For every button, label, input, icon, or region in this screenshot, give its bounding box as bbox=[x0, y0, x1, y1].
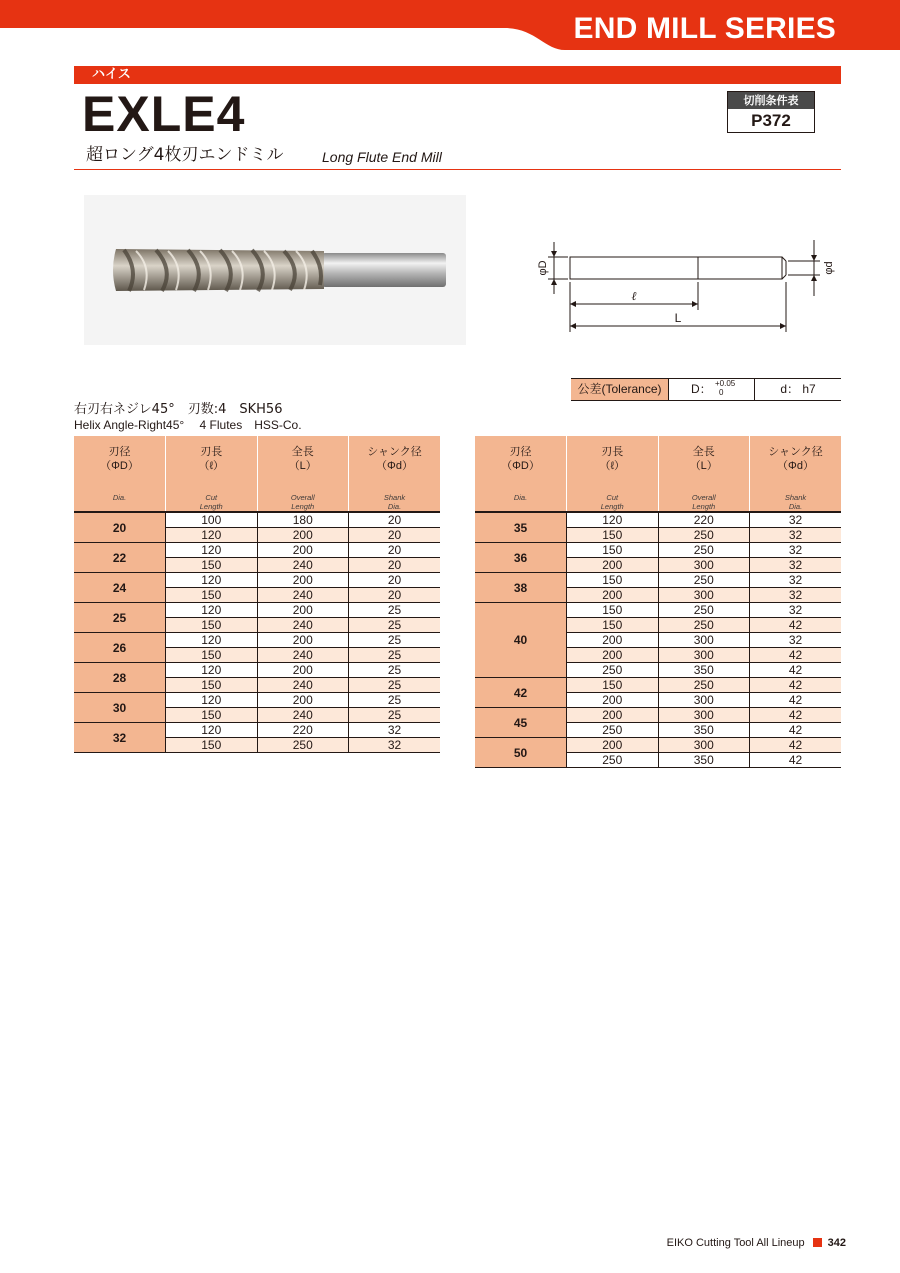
dia-label: φD bbox=[537, 260, 549, 276]
shank-dia-cell: 42 bbox=[750, 663, 842, 678]
table-row bbox=[74, 693, 440, 708]
cut-length-cell: 150 bbox=[567, 543, 659, 558]
table-row bbox=[74, 633, 440, 648]
shank-dia-cell: 32 bbox=[750, 633, 842, 648]
column-header bbox=[166, 436, 258, 512]
cut-length-cell: 150 bbox=[166, 558, 258, 573]
overall-length-cell: 350 bbox=[658, 663, 750, 678]
cut-length-cell: 200 bbox=[567, 738, 659, 753]
cut-length-cell: 120 bbox=[567, 512, 659, 528]
overall-length-cell: 250 bbox=[658, 573, 750, 588]
cut-length-cell: 120 bbox=[166, 663, 258, 678]
shank-dia-cell: 25 bbox=[349, 663, 441, 678]
column-header-symbol: （L） bbox=[689, 460, 718, 472]
overall-length-cell: 250 bbox=[658, 528, 750, 543]
cut-length-cell: 200 bbox=[567, 558, 659, 573]
overall-length-cell: 250 bbox=[658, 618, 750, 633]
dia-cell: 50 bbox=[475, 738, 567, 768]
subtitle-row bbox=[74, 142, 841, 170]
column-header bbox=[74, 436, 166, 512]
overall-length-cell: 180 bbox=[257, 512, 349, 528]
table-row bbox=[74, 573, 440, 588]
cut-length-cell: 250 bbox=[567, 753, 659, 768]
column-header-en: Shank Dia. bbox=[784, 493, 807, 511]
cut-length-cell: 250 bbox=[567, 723, 659, 738]
column-header-en: Dia. bbox=[513, 493, 528, 502]
cut-length-cell: 150 bbox=[166, 738, 258, 753]
overall-length-cell: 240 bbox=[257, 678, 349, 693]
overall-length-cell: 300 bbox=[658, 558, 750, 573]
shank-dia-cell: 42 bbox=[750, 738, 842, 753]
subtitle-jp: 超ロング4枚刃エンドミル bbox=[86, 145, 284, 165]
size-table-left bbox=[74, 436, 440, 753]
table-row bbox=[74, 543, 440, 558]
shank-dia-cell: 42 bbox=[750, 693, 842, 708]
footer bbox=[667, 1236, 846, 1250]
dia-cell: 38 bbox=[475, 573, 567, 603]
table-row bbox=[475, 512, 841, 528]
overall-length-cell: 220 bbox=[257, 723, 349, 738]
footer-text: EIKO Cutting Tool All Lineup bbox=[666, 1237, 805, 1249]
cut-length-cell: 150 bbox=[567, 618, 659, 633]
shank-dia-label: φd bbox=[823, 261, 835, 275]
cut-length-cell: 120 bbox=[166, 633, 258, 648]
page-number: 342 bbox=[827, 1237, 846, 1249]
dia-cell: 45 bbox=[475, 708, 567, 738]
tolerance-dia bbox=[668, 379, 754, 400]
subtitle-en: Long Flute End Mill bbox=[322, 149, 442, 165]
shank-dia-cell: 20 bbox=[349, 558, 441, 573]
cut-length-cell: 150 bbox=[166, 708, 258, 723]
column-header bbox=[658, 436, 750, 512]
overall-length-label: L bbox=[674, 311, 682, 325]
spec-en: Helix Angle-Right45° 4 Flutes HSS-Co. bbox=[74, 418, 302, 432]
overall-length-cell: 300 bbox=[658, 693, 750, 708]
column-header-en: Cut Length bbox=[600, 493, 624, 511]
column-header bbox=[257, 436, 349, 512]
cutting-condition-ref[interactable] bbox=[727, 91, 815, 133]
spec-jp: 右刃右ネジレ45° 刃数:4 SKH56 bbox=[74, 402, 283, 417]
column-header-en: Overall Length bbox=[691, 493, 716, 511]
cut-length-cell: 150 bbox=[166, 618, 258, 633]
size-table-right bbox=[475, 436, 841, 768]
shank-dia-cell: 32 bbox=[750, 528, 842, 543]
cut-length-cell: 250 bbox=[567, 663, 659, 678]
column-header-jp: 刃長 bbox=[601, 446, 624, 458]
column-header-jp: シャンク径 bbox=[768, 446, 823, 458]
dia-cell: 26 bbox=[74, 633, 166, 663]
shank-dia-cell: 20 bbox=[349, 573, 441, 588]
cut-length-cell: 200 bbox=[567, 693, 659, 708]
dia-cell: 28 bbox=[74, 663, 166, 693]
dia-cell: 20 bbox=[74, 512, 166, 543]
shank-dia-cell: 20 bbox=[349, 543, 441, 558]
overall-length-cell: 200 bbox=[257, 693, 349, 708]
shank-dia-cell: 25 bbox=[349, 618, 441, 633]
shank-dia-cell: 25 bbox=[349, 693, 441, 708]
cut-length-cell: 120 bbox=[166, 528, 258, 543]
shank-dia-cell: 42 bbox=[750, 708, 842, 723]
table-row bbox=[74, 603, 440, 618]
tolerance-shank: d： h7 bbox=[754, 379, 841, 400]
cut-length-cell: 200 bbox=[567, 708, 659, 723]
overall-length-cell: 200 bbox=[257, 633, 349, 648]
shank-dia-cell: 32 bbox=[750, 573, 842, 588]
column-header-jp: 全長 bbox=[692, 446, 715, 458]
column-header-en: Shank Dia. bbox=[383, 493, 406, 511]
dia-cell: 35 bbox=[475, 512, 567, 543]
table-row bbox=[475, 543, 841, 558]
shank-dia-cell: 25 bbox=[349, 648, 441, 663]
shank-dia-cell: 42 bbox=[750, 618, 842, 633]
overall-length-cell: 240 bbox=[257, 588, 349, 603]
shank-dia-cell: 32 bbox=[349, 738, 441, 753]
table-row bbox=[74, 663, 440, 678]
column-header bbox=[567, 436, 659, 512]
cut-length-label: ℓ bbox=[631, 289, 637, 303]
overall-length-cell: 240 bbox=[257, 618, 349, 633]
table-row bbox=[475, 708, 841, 723]
shank-dia-cell: 32 bbox=[750, 512, 842, 528]
shank-dia-cell: 42 bbox=[750, 723, 842, 738]
overall-length-cell: 250 bbox=[658, 543, 750, 558]
overall-length-cell: 200 bbox=[257, 603, 349, 618]
column-header-en: Overall Length bbox=[290, 493, 315, 511]
column-header-symbol: （ℓ） bbox=[198, 460, 225, 472]
shank-dia-cell: 32 bbox=[750, 558, 842, 573]
cut-length-cell: 150 bbox=[567, 573, 659, 588]
footer-square-icon bbox=[813, 1238, 822, 1247]
cut-length-cell: 120 bbox=[166, 693, 258, 708]
overall-length-cell: 350 bbox=[658, 753, 750, 768]
cut-length-cell: 150 bbox=[166, 678, 258, 693]
column-header-en: Cut Length bbox=[199, 493, 223, 511]
cut-length-cell: 200 bbox=[567, 588, 659, 603]
overall-length-cell: 350 bbox=[658, 723, 750, 738]
dia-cell: 32 bbox=[74, 723, 166, 753]
cut-length-cell: 100 bbox=[166, 512, 258, 528]
table-row bbox=[475, 678, 841, 693]
overall-length-cell: 300 bbox=[658, 588, 750, 603]
table-row bbox=[475, 603, 841, 618]
overall-length-cell: 250 bbox=[658, 678, 750, 693]
overall-length-cell: 240 bbox=[257, 558, 349, 573]
category-label: ハイス bbox=[92, 67, 131, 82]
shank-dia-cell: 20 bbox=[349, 588, 441, 603]
dia-cell: 25 bbox=[74, 603, 166, 633]
column-header-symbol: （L） bbox=[288, 460, 317, 472]
cut-length-cell: 120 bbox=[166, 603, 258, 618]
column-header-jp: シャンク径 bbox=[367, 446, 422, 458]
model-name: EXLE4 bbox=[82, 86, 246, 142]
cut-length-cell: 150 bbox=[166, 648, 258, 663]
tolerance-d-upper: +0.05 bbox=[715, 379, 736, 388]
cut-length-cell: 120 bbox=[166, 723, 258, 738]
overall-length-cell: 300 bbox=[658, 708, 750, 723]
column-header bbox=[475, 436, 567, 512]
column-header-symbol: （Φd） bbox=[376, 460, 413, 472]
shank-dia-cell: 32 bbox=[750, 588, 842, 603]
overall-length-cell: 200 bbox=[257, 528, 349, 543]
column-header-symbol: （ΦD） bbox=[501, 460, 540, 472]
overall-length-cell: 300 bbox=[658, 738, 750, 753]
shank-dia-cell: 25 bbox=[349, 708, 441, 723]
tolerance-d-lower: 0 bbox=[719, 388, 724, 397]
overall-length-cell: 240 bbox=[257, 648, 349, 663]
end-mill-photo bbox=[84, 195, 466, 345]
table-row bbox=[475, 573, 841, 588]
shank-dia-cell: 42 bbox=[750, 753, 842, 768]
tolerance-d-label: D： bbox=[691, 382, 712, 396]
overall-length-cell: 220 bbox=[658, 512, 750, 528]
dia-cell: 30 bbox=[74, 693, 166, 723]
column-header-symbol: （Φd） bbox=[777, 460, 814, 472]
overall-length-cell: 240 bbox=[257, 708, 349, 723]
cut-length-cell: 200 bbox=[567, 648, 659, 663]
dia-cell: 36 bbox=[475, 543, 567, 573]
overall-length-cell: 200 bbox=[257, 573, 349, 588]
table-row bbox=[74, 723, 440, 738]
shank-dia-cell: 20 bbox=[349, 528, 441, 543]
cut-length-cell: 200 bbox=[567, 633, 659, 648]
cutting-condition-label: 切削条件表 bbox=[728, 92, 814, 109]
column-header bbox=[349, 436, 441, 512]
cut-length-cell: 150 bbox=[567, 528, 659, 543]
table-row bbox=[475, 738, 841, 753]
category-bar bbox=[74, 66, 841, 84]
tolerance-table bbox=[571, 378, 841, 401]
shank-dia-cell: 42 bbox=[750, 648, 842, 663]
series-title: END MILL SERIES bbox=[573, 12, 836, 45]
column-header-en: Dia. bbox=[112, 493, 127, 502]
column-header-jp: 刃径 bbox=[509, 446, 532, 458]
shank-dia-cell: 32 bbox=[349, 723, 441, 738]
dia-cell: 22 bbox=[74, 543, 166, 573]
column-header-symbol: （ℓ） bbox=[599, 460, 626, 472]
column-header-jp: 全長 bbox=[291, 446, 314, 458]
overall-length-cell: 300 bbox=[658, 633, 750, 648]
dia-cell: 24 bbox=[74, 573, 166, 603]
shank-dia-cell: 20 bbox=[349, 512, 441, 528]
table-row bbox=[74, 512, 440, 528]
column-header-jp: 刃径 bbox=[108, 446, 131, 458]
overall-length-cell: 250 bbox=[257, 738, 349, 753]
cut-length-cell: 150 bbox=[567, 603, 659, 618]
shank-dia-cell: 32 bbox=[750, 603, 842, 618]
overall-length-cell: 300 bbox=[658, 648, 750, 663]
cut-length-cell: 120 bbox=[166, 543, 258, 558]
shank-dia-cell: 25 bbox=[349, 603, 441, 618]
cut-length-cell: 120 bbox=[166, 573, 258, 588]
dia-cell: 40 bbox=[475, 603, 567, 678]
shank-dia-cell: 42 bbox=[750, 678, 842, 693]
shank-dia-cell: 32 bbox=[750, 543, 842, 558]
column-header-symbol: （ΦD） bbox=[100, 460, 139, 472]
shank-dia-cell: 25 bbox=[349, 633, 441, 648]
shank-dia-cell: 25 bbox=[349, 678, 441, 693]
cut-length-cell: 150 bbox=[166, 588, 258, 603]
column-header bbox=[750, 436, 842, 512]
column-header-jp: 刃長 bbox=[200, 446, 223, 458]
cut-length-cell: 150 bbox=[567, 678, 659, 693]
overall-length-cell: 200 bbox=[257, 663, 349, 678]
dimension-diagram bbox=[520, 232, 840, 342]
cutting-condition-page[interactable]: P372 bbox=[751, 111, 791, 130]
tolerance-label: 公差(Tolerance) bbox=[571, 379, 668, 400]
dia-cell: 42 bbox=[475, 678, 567, 708]
overall-length-cell: 200 bbox=[257, 543, 349, 558]
overall-length-cell: 250 bbox=[658, 603, 750, 618]
